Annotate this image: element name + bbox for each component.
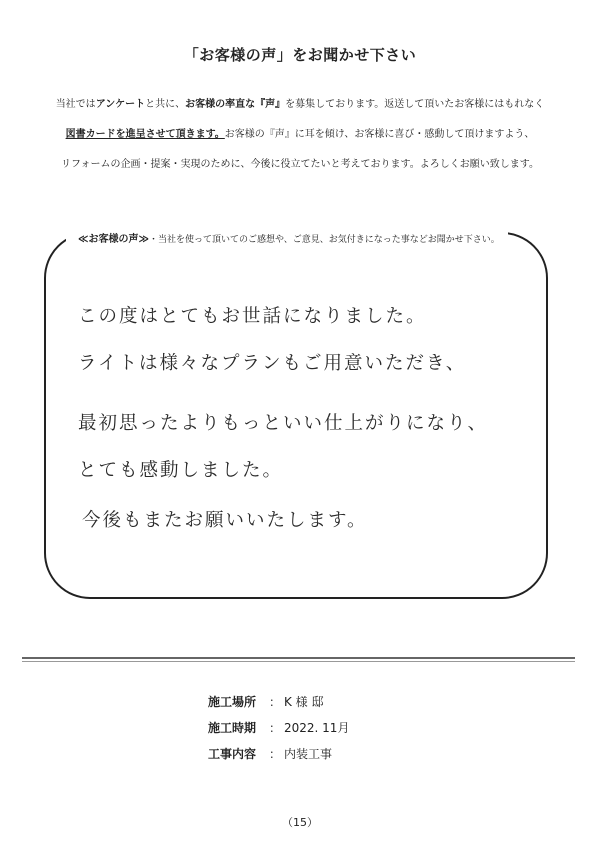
customer-voice-heading [66,230,508,245]
intro-line-1-c: と共に、 [145,99,186,110]
intro-line-3: リフォームの企画・提案・実現のために、今後に役立てたいと考えております。よろしくお願い致します。 [61,159,539,170]
work-separator: ： [268,747,281,761]
intro-line-1-e: を募集しております。返送して頂いたお客様にはもれなく [285,99,545,110]
comment-line-2: ライトは様々なプランもご用意いただき、 [78,353,467,374]
intro-line-1-d: お客様の率直な『声』 [185,99,286,110]
customer-voice-label: ≪お客様の声≫ [78,234,149,245]
comment-line-5: 今後もまたお願いいたします。 [82,510,368,531]
construction-info [208,693,349,771]
divider-rule [22,657,575,659]
location-separator: ： [268,695,281,709]
intro-line-2-b: お客様の『声』に耳を傾け、お客様に喜び・感動して頂けますよう、 [224,129,535,140]
page-title: 「お客様の声」をお聞かせ下さい [183,46,417,64]
location-value: K 様 邸 [284,695,324,709]
page-number: （15） [282,816,318,829]
info-row-work [208,745,349,771]
period-label: 施工時期 [208,721,257,735]
intro-line-1-a: 当社では [55,99,96,110]
comment-line-4: とても感動しました。 [78,460,284,481]
customer-voice-note: ・当社を使って頂いてのご感想や、ご意見、お気付きになった事などお聞かせ下さい。 [148,235,500,245]
intro-line-2-a: 図書カードを進呈させて頂きます。 [65,129,225,140]
info-row-location [208,693,349,719]
intro-line-1 [20,98,580,128]
intro-line-1-b: アンケート [95,99,146,110]
comment-line-3: 最初思ったよりもっといい仕上がりになり、 [78,413,489,434]
period-value: 2022. 11月 [284,721,350,735]
intro-text [20,98,580,188]
work-label: 工事内容 [208,747,257,761]
location-label: 施工場所 [208,695,257,709]
intro-line-2 [20,128,580,158]
info-row-period [208,719,349,745]
divider-rule-thin [22,661,575,662]
work-value: 内装工事 [284,747,333,761]
period-separator: ： [268,721,281,735]
comment-line-1: この度はとてもお世話になりました。 [78,306,427,327]
